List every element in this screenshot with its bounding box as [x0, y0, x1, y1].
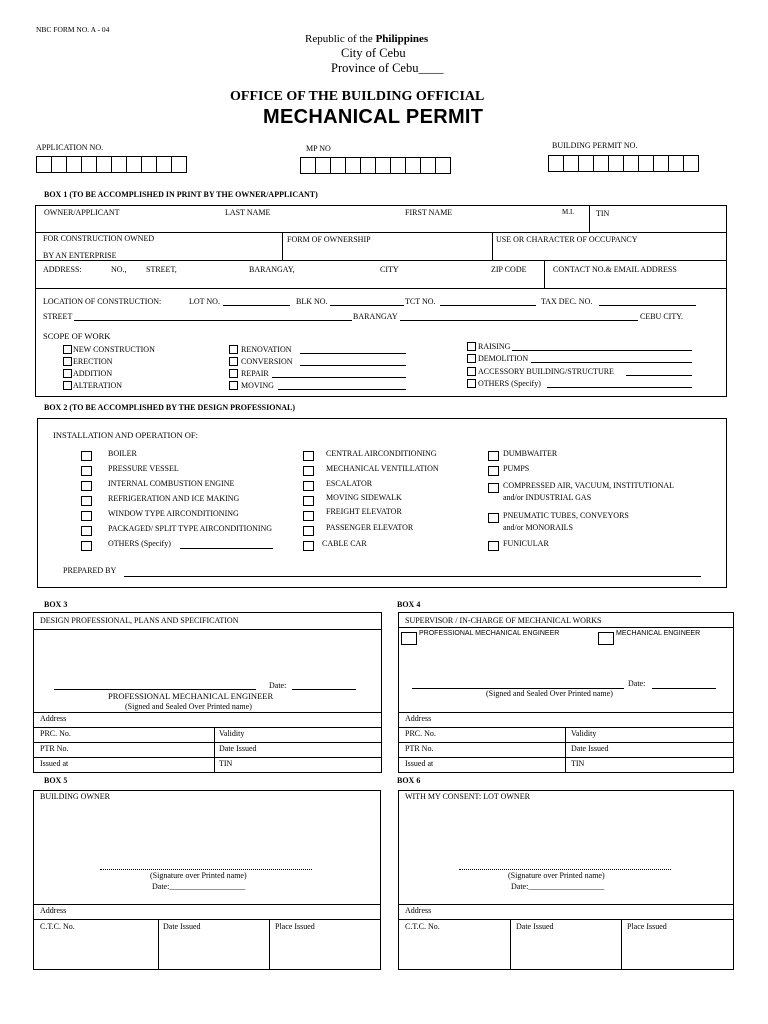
form-number: NBC FORM NO. A - 04 — [36, 25, 110, 34]
tax-dec-field[interactable] — [599, 305, 696, 306]
moving-sidewalk-checkbox[interactable] — [303, 496, 314, 506]
pumps-label: PUMPS — [503, 464, 530, 473]
central-aircon-checkbox[interactable] — [303, 451, 314, 461]
office-title: OFFICE OF THE BUILDING OFFICIAL — [230, 89, 485, 104]
building-permit-no-cells[interactable] — [548, 155, 698, 172]
barangay-label: BARANGAY — [353, 312, 398, 321]
pneumatic-tubes-label: PNEUMATIC TUBES, CONVEYORS — [503, 511, 629, 520]
box4-title: SUPERVISOR / IN-CHARGE OF MECHANICAL WORKS — [405, 616, 602, 625]
box5-date-issued-label: Date Issued — [163, 922, 201, 931]
me-checkbox[interactable] — [598, 632, 614, 645]
box1-title: BOX 1 (TO BE ACCOMPLISHED IN PRINT BY THE OWNER/APPLICANT) — [44, 190, 318, 199]
erection-label: ERECTION — [73, 357, 113, 366]
repair-label: REPAIR — [241, 369, 269, 378]
addition-label: ADDITION — [73, 369, 113, 378]
erection-checkbox[interactable] — [63, 357, 72, 366]
mp-no-cells[interactable] — [300, 157, 450, 174]
box3-tin-label: TIN — [219, 759, 233, 768]
packaged-aircon-label: PACKAGED/ SPLIT TYPE AIRCONDITIONING — [108, 524, 273, 533]
monorails-label: and/or MONORAILS — [503, 523, 573, 532]
box5-ctc-label: C.T.C. No. — [40, 922, 75, 931]
window-aircon-checkbox[interactable] — [81, 511, 92, 521]
address-label: ADDRESS: — [43, 265, 82, 274]
box4-signed-label: (Signed and Sealed Over Printed name) — [486, 689, 613, 698]
others-scope-checkbox[interactable] — [467, 379, 476, 388]
page-title: MECHANICAL PERMIT — [263, 106, 484, 128]
blk-no-field[interactable] — [330, 305, 404, 306]
box4-tin-label: TIN — [571, 759, 585, 768]
box2-title: BOX 2 (TO BE ACCOMPLISHED BY THE DESIGN PROFESSIONAL) — [44, 403, 296, 412]
box3-date-label: Date: — [269, 681, 287, 690]
box3-prc-label: PRC. No. — [40, 729, 71, 738]
box3-signed-label: (Signed and Sealed Over Printed name) — [125, 702, 252, 711]
central-aircon-label: CENTRAL AIRCONDITIONING — [326, 449, 437, 458]
demolition-checkbox[interactable] — [467, 354, 476, 363]
conversion-checkbox[interactable] — [229, 357, 238, 366]
republic-line: Republic of the Philippines — [305, 33, 429, 45]
address-barangay-label: BARANGAY, — [249, 265, 295, 274]
use-occupancy-label: USE OR CHARACTER OF OCCUPANCY — [496, 235, 638, 244]
box3-address-label: Address — [40, 714, 67, 723]
pressure-vessel-checkbox[interactable] — [81, 466, 92, 476]
box5-label: BOX 5 — [44, 776, 68, 785]
mechanical-ventillation-checkbox[interactable] — [303, 466, 314, 476]
application-no-cells[interactable] — [36, 156, 186, 173]
tax-dec-label: TAX DEC. NO. — [541, 297, 593, 306]
renovation-label: RENOVATION — [241, 345, 292, 354]
box3-engineer-label: PROFESSIONAL MECHANICAL ENGINEER — [108, 691, 274, 701]
prepared-by-field[interactable] — [124, 576, 701, 577]
box6-address-label: Address — [405, 906, 432, 915]
tct-no-field[interactable] — [440, 305, 536, 306]
zip-code-label: ZIP CODE — [491, 265, 527, 274]
others-scope-label: OTHERS (Specify) — [478, 379, 541, 388]
others-install-label: OTHERS (Specify) — [108, 539, 171, 548]
barangay-field[interactable] — [400, 320, 638, 321]
moving-checkbox[interactable] — [229, 381, 238, 390]
repair-checkbox[interactable] — [229, 369, 238, 378]
installation-label: INSTALLATION AND OPERATION OF: — [53, 430, 198, 440]
first-name-label: FIRST NAME — [405, 208, 453, 217]
accessory-label: ACCESSORY BUILDING/STRUCTURE — [478, 367, 614, 376]
lot-no-field[interactable] — [223, 305, 290, 306]
contact-label: CONTACT NO.& EMAIL ADDRESS — [553, 265, 677, 274]
box6-ctc-label: C.T.C. No. — [405, 922, 440, 931]
funicular-label: FUNICULAR — [503, 539, 549, 548]
last-name-label: LAST NAME — [225, 208, 271, 217]
form-of-ownership-label: FORM OF OWNERSHIP — [287, 235, 371, 244]
compressed-air-checkbox[interactable] — [488, 483, 499, 493]
box4-date-issued-label: Date Issued — [571, 744, 609, 753]
city-line: City of Cebu — [341, 46, 406, 60]
industrial-gas-label: and/or INDUSTRIAL GAS — [503, 493, 592, 502]
passenger-elevator-label: PASSENGER ELEVATOR — [326, 523, 414, 532]
box4-ptr-label: PTR No. — [405, 744, 434, 753]
alteration-label: ALTERATION — [73, 381, 123, 390]
demolition-label: DEMOLITION — [478, 354, 529, 363]
application-no-label: APPLICATION NO. — [36, 143, 104, 152]
freight-elevator-checkbox[interactable] — [303, 511, 314, 521]
location-label: LOCATION OF CONSTRUCTION: — [43, 297, 162, 306]
cable-car-checkbox[interactable] — [303, 541, 314, 551]
raising-label: RAISING — [478, 342, 511, 351]
moving-sidewalk-label: MOVING SIDEWALK — [326, 493, 402, 502]
address-city-label: CITY — [380, 265, 399, 274]
combustion-engine-checkbox[interactable] — [81, 481, 92, 491]
box6-label: BOX 6 — [397, 776, 421, 785]
box4-issued-at-label: Issued at — [405, 759, 434, 768]
lot-no-label: LOT NO. — [189, 297, 220, 306]
conversion-label: CONVERSION — [241, 357, 293, 366]
mi-label: M.I. — [562, 208, 575, 216]
box3-issued-at-label: Issued at — [40, 759, 69, 768]
escalator-label: ESCALATOR — [326, 479, 373, 488]
combustion-engine-label: INTERNAL COMBUSTION ENGINE — [108, 479, 235, 488]
packaged-aircon-checkbox[interactable] — [81, 526, 92, 536]
new-construction-checkbox[interactable] — [63, 345, 72, 354]
pumps-checkbox[interactable] — [488, 466, 499, 476]
moving-label: MOVING — [241, 381, 274, 390]
blk-no-label: BLK NO. — [296, 297, 328, 306]
others-install-checkbox[interactable] — [81, 541, 92, 551]
box5-signature-label: (Signature over Printed name) — [150, 871, 247, 880]
box6-date-issued-label: Date Issued — [516, 922, 554, 931]
box3-title: DESIGN PROFESSIONAL, PLANS AND SPECIFICATION — [40, 616, 239, 625]
tin-label: TIN — [596, 209, 610, 218]
escalator-checkbox[interactable] — [303, 481, 314, 491]
freight-elevator-label: FREIGHT ELEVATOR — [326, 507, 402, 516]
box5-date-label: Date:___________________ — [152, 882, 246, 891]
building-permit-no-label: BUILDING PERMIT NO. — [552, 141, 638, 150]
box4-label: BOX 4 — [397, 600, 421, 609]
box4-validity-label: Validity — [571, 729, 597, 738]
box6-signature-label: (Signature over Printed name) — [508, 871, 605, 880]
box3-validity-label: Validity — [219, 729, 245, 738]
box2-frame — [37, 418, 727, 588]
by-enterprise-label: BY AN ENTERPRISE — [43, 251, 117, 260]
new-construction-label: NEW CONSTRUCTION — [73, 345, 155, 354]
me-label: MECHANICAL ENGINEER — [616, 630, 701, 637]
box5-title: BUILDING OWNER — [40, 792, 110, 801]
box5-place-issued-label: Place Issued — [275, 922, 315, 931]
refrigeration-checkbox[interactable] — [81, 496, 92, 506]
pme-checkbox[interactable] — [401, 632, 417, 645]
boiler-checkbox[interactable] — [81, 451, 92, 461]
scope-of-work-label: SCOPE OF WORK — [43, 331, 111, 341]
box4-address-label: Address — [405, 714, 432, 723]
box4-prc-label: PRC. No. — [405, 729, 436, 738]
box6-title: WITH MY CONSENT: LOT OWNER — [405, 792, 530, 801]
dumbwaiter-label: DUMBWAITER — [503, 449, 558, 458]
cable-car-label: CABLE CAR — [322, 539, 367, 548]
address-no-label: NO., — [111, 265, 127, 274]
box3-ptr-label: PTR No. — [40, 744, 69, 753]
street-field[interactable] — [74, 320, 352, 321]
passenger-elevator-checkbox[interactable] — [303, 526, 314, 536]
funicular-checkbox[interactable] — [488, 541, 499, 551]
compressed-air-label: COMPRESSED AIR, VACUUM, INSTITUTIONAL — [503, 481, 675, 490]
pressure-vessel-label: PRESSURE VESSEL — [108, 464, 179, 473]
renovation-checkbox[interactable] — [229, 345, 238, 354]
prepared-by-label: PREPARED BY — [63, 566, 117, 575]
mp-no-label: MP NO — [306, 144, 331, 153]
addition-checkbox[interactable] — [63, 369, 72, 378]
street-label: STREET — [43, 312, 73, 321]
accessory-checkbox[interactable] — [467, 367, 476, 376]
address-street-label: STREET, — [146, 265, 177, 274]
pme-label: PROFESSIONAL MECHANICAL ENGINEER — [419, 630, 560, 637]
mechanical-ventillation-label: MECHANICAL VENTILLATION — [326, 464, 439, 473]
box5-frame — [33, 790, 381, 970]
tct-no-label: TCT NO. — [405, 297, 436, 306]
window-aircon-label: WINDOW TYPE AIRCONDITIONING — [108, 509, 239, 518]
owner-applicant-label: OWNER/APPLICANT — [44, 208, 120, 217]
cebu-city-label: CEBU CITY. — [640, 312, 683, 321]
box4-date-label: Date: — [628, 679, 646, 688]
box6-place-issued-label: Place Issued — [627, 922, 667, 931]
dumbwaiter-checkbox[interactable] — [488, 451, 499, 461]
province-line: Province of Cebu____ — [331, 61, 444, 75]
refrigeration-label: REFRIGERATION AND ICE MAKING — [108, 494, 240, 503]
pneumatic-tubes-checkbox[interactable] — [488, 513, 499, 523]
box6-frame — [398, 790, 734, 970]
box3-date-issued-label: Date Issued — [219, 744, 257, 753]
boiler-label: BOILER — [108, 449, 137, 458]
box3-label: BOX 3 — [44, 600, 68, 609]
box6-date-label: Date:___________________ — [511, 882, 605, 891]
alteration-checkbox[interactable] — [63, 381, 72, 390]
construction-owned-label: FOR CONSTRUCTION OWNED — [43, 234, 155, 243]
raising-checkbox[interactable] — [467, 342, 476, 351]
box5-address-label: Address — [40, 906, 67, 915]
